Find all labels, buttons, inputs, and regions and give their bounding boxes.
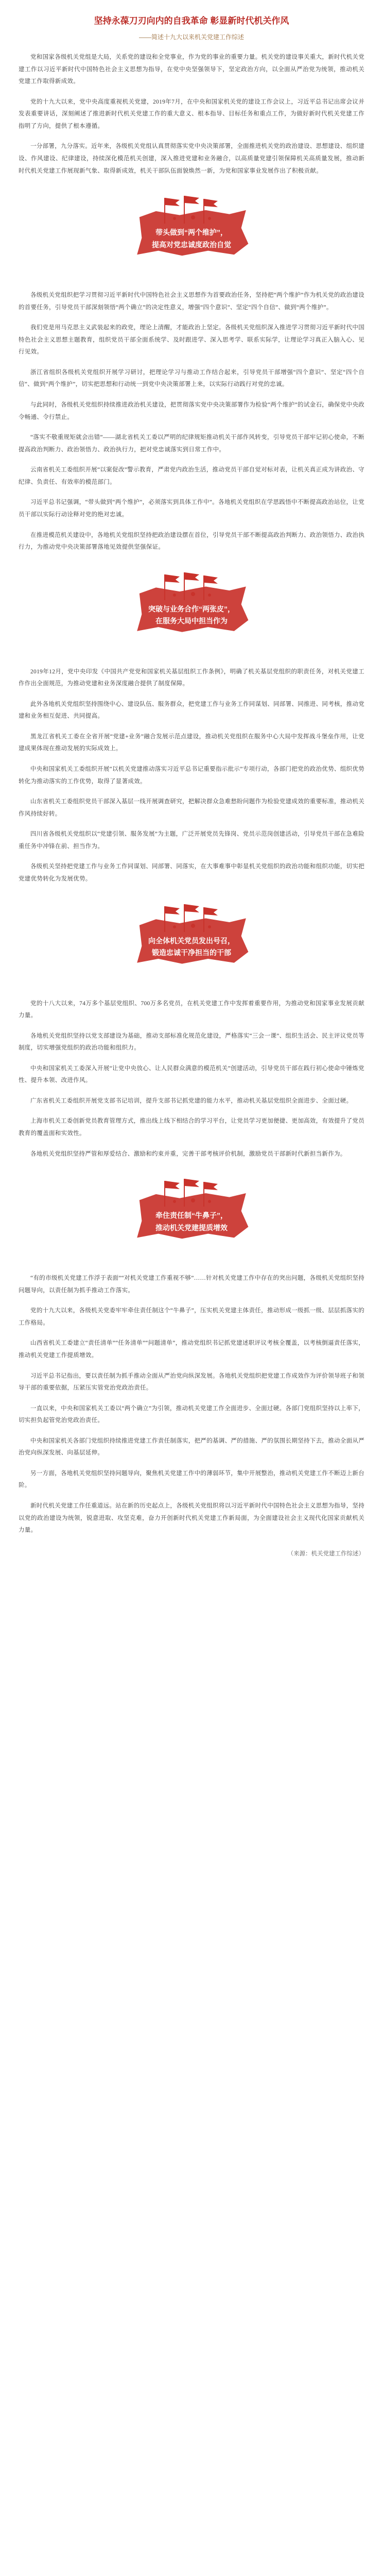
- body-paragraph: 各地机关党组织坚持以党支部建设为基础，推动支部标准化规范化建设，严格落实“三会一课”、组织生活会、民主评议党员等制度，切实增强党组织的政治功能和组织力。: [19, 1032, 364, 1052]
- section-heading-line: 牵住责任制“牛鼻子”，: [155, 1211, 228, 1220]
- section-heading: [143, 1210, 240, 1234]
- section-heading-line: 突破与业务合作“两张皮”，: [148, 604, 235, 613]
- body-paragraph: 2019年12月，党中央印发《中国共产党党和国家机关基层组织工作条例》，明确了机关基层党组织的职责任务，对机关党建工作作出全面规范，为推动党建和业务深度融合提供了制度保障。: [19, 668, 364, 687]
- section-heading-line: 带头做到“两个维护”，: [155, 228, 228, 237]
- body-paragraph: 一直以来，中央和国家机关工委以“两个确立”为引领，推动机关党建工作全面进步、全面过硬。各部门党组织坚持以上率下，切实担负起管党治党政治责任。: [19, 1405, 364, 1424]
- body-paragraph: 党的十九大以来，党中央高度重视机关党建，2019年7月，在中央和国家机关党的建设工作会议上，习近平总书记出席会议并发表重要讲话，深刻阐述了推进新时代机关党建工作的重大意义、根本指导、目标任务和重点工作，为做好新时代机关党建工作指明了方向，提供了根本遵循。: [19, 98, 364, 129]
- body-paragraph: 浙江省组织各级机关党组织开展学习研讨，把理论学习与推动工作结合起来，引导党员干部增强“四个意识”、坚定“四个自信”、做到“两个维护”，切实把思想和行动统一到党中央决策部署上来，以实际行动践行对党的忠诚。: [19, 369, 364, 388]
- body-paragraph: 中央和国家机关各部门党组织持续推进党建工作责任制落实，把严的基调、严的措施、严的氛围长期坚持下去，推动全面从严治党向纵深发展、向基层延伸。: [19, 1437, 364, 1456]
- body-paragraph: 习近平总书记指出，要以责任制为抓手推动全面从严治党向纵深发展。各地机关党组织把党建工作成效作为评价领导班子和领导干部的重要依据，压紧压实管党治党政治责任。: [19, 1372, 364, 1392]
- body-paragraph: 云南省机关工委组织开展“以案促改”警示教育，严肃党内政治生活，推动党员干部自觉对标对表，让机关真正成为讲政治、守纪律、负责任、有效率的模范部门。: [19, 467, 364, 485]
- body-paragraph: 另一方面，各地机关党组织坚持问题导向，聚焦机关党建工作中的薄弱环节，集中开展整治，推动机关党建工作不断迈上新台阶。: [19, 1470, 364, 1489]
- body-paragraph: 四川省各级机关党组织以“党建引领、服务发展”为主题，广泛开展党员先锋岗、党员示范岗创建活动，引导党员干部在急难险重任务中冲锋在前、担当作为。: [19, 831, 364, 850]
- section-heading-line: 锻造忠诚干净担当的干部: [152, 948, 231, 957]
- section-heading-banner: [132, 195, 251, 272]
- section-heading-banner: [132, 571, 251, 649]
- body-paragraph: 各地机关党组织坚持严管和厚爱结合、激励和约束并重，完善干部考核评价机制，激励党员干部新时代新担当新作为。: [30, 1150, 346, 1157]
- body-paragraph: 新时代机关党建工作任重道远。站在新的历史起点上，各级机关党组织将以习近平新时代中国特色社会主义思想为指导，坚持以党的政治建设为统领，锐意进取、攻坚克难，奋力开创新时代机关党建工作新局面，为全面建设社会主义现代化国家贡献机关力量。: [19, 1503, 364, 1534]
- body-paragraph: 山东省机关工委组织党员干部深入基层一线开展调查研究，把解决群众急难愁盼问题作为检验党建成效的重要标准，推动机关作风持续好转。: [19, 799, 364, 817]
- body-paragraph: 习近平总书记强调，“带头做到“两个维护”，必须落实到具体工作中”。各地机关党组织在学思践悟中不断提高政治站位，让党员干部以实际行动诠释对党的绝对忠诚。: [19, 499, 364, 518]
- body-paragraph: “落实不敬重规矩就会出错”——湖北省机关工委以严明的纪律规矩推动机关干部作风转变，引导党员干部牢记初心使命，不断提高政治判断力、政治领悟力、政治执行力，把对党忠诚落实到日常工作中。: [19, 434, 364, 453]
- body-paragraph: 与此同时，各级机关党组织持续推进政治机关建设，把贯彻落实党中央决策部署作为检验“两个维护”的试金石，确保党中央政令畅通、令行禁止。: [19, 402, 364, 420]
- article-body: [19, 52, 364, 1537]
- section-heading-banner: [132, 903, 251, 980]
- article-title: 坚持永葆刀刃向内的自我革命 彰显新时代机关作风: [94, 16, 289, 26]
- body-paragraph: 各级机关坚持把党建工作与业务工作同谋划、同部署、同落实，在大事难事中彰显机关党组织的政治功能和组织功能，切实把党建优势转化为发展优势。: [19, 863, 364, 882]
- body-paragraph: 我们党是用马克思主义武装起来的政党，理论上清醒，才能政治上坚定。各级机关党组织深入推进学习贯彻习近平新时代中国特色社会主义思想主题教育，组织党员干部全面系统学、及时跟进学、深入思考学、联系实际学，让理论学习真正入脑入心、见行见效。: [19, 325, 364, 355]
- body-paragraph: 此外各地机关党组织坚持围绕中心、建设队伍、服务群众，把党建工作与业务工作同谋划、同部署、同推进、同考核，推动党建和业务相互促进、共同提高。: [19, 701, 364, 720]
- body-paragraph: 山西省机关工委建立“责任清单”“任务清单”“问题清单”，推动党组织书记抓党建述职评议考核全覆盖，以考核倒逼责任落实，推动机关党建工作提质增效。: [19, 1340, 364, 1359]
- body-paragraph: 中央和国家机关工委深入开展“让党中央放心、让人民群众满意的模范机关”创建活动，引导党员干部在践行初心使命中锤炼党性、提升本领、改进作风。: [19, 1065, 364, 1084]
- section-heading: [143, 935, 240, 960]
- body-paragraph: 各级机关党组织把学习贯彻习近平新时代中国特色社会主义思想作为首要政治任务，坚持把“两个维护”作为机关党的政治建设的首要任务，引导党员干部深刻领悟“两个确立”的决定性意义，增强“四个意识”、坚定“四个自信”、做到“两个维护”。: [19, 292, 364, 311]
- body-paragraph: 广东省机关工委组织开展党支部书记培训，提升支部书记抓党建的能力水平，推动机关基层党组织全面进步、全面过硬。: [30, 1097, 353, 1104]
- section-heading-banner: [132, 1178, 251, 1255]
- body-paragraph: 党和国家各级机关党组是大局，关系党的建设和全党事业，作为党的事业的重要力量。机关党的建设事关重大，新时代机关党建工作以习近平新时代中国特色社会主义思想为指导，在党中央坚强领导下，坚定政治方向，以全面从严治党为统领，推动机关党建工作取得新成效。: [19, 54, 364, 85]
- body-paragraph: 黑龙江省机关工委在全省开展“党建+业务”融合发展示范点建设，推动机关党组织在服务中心大局中发挥战斗堡垒作用，让党建成果体现在推动发展的实际成效上。: [19, 733, 364, 752]
- body-paragraph: 上海市机关工委创新党员教育管理方式，推出线上线下相结合的学习平台，让党员学习更加便捷、更加高效，有效提升了党员教育的覆盖面和实效性。: [19, 1118, 364, 1137]
- body-paragraph: “有的市级机关党建工作浮于表面”“对机关党建工作重视不够”……针对机关党建工作中存在的突出问题，各级机关党组织坚持问题导向，以责任制为抓手推动工作落实。: [19, 1275, 364, 1294]
- body-paragraph: 党的十八大以来，74万多个基层党组织、700万多名党员，在机关党建工作中发挥着重要作用，为推动党和国家事业发展贡献力量。: [19, 1000, 364, 1019]
- article-source: （来源：机关党建工作综述）: [287, 1550, 364, 1557]
- section-heading-line: 在服务大局中担当作为: [155, 617, 228, 625]
- section-heading-line: 推动机关党建提质增效: [155, 1223, 228, 1232]
- section-heading-line: 向全体机关党员发出号召，: [148, 936, 235, 945]
- section-heading-line: 提高对党忠诚度政治自觉: [152, 240, 231, 249]
- body-paragraph: 在推进模范机关建设中，各地机关党组织坚持把政治建设摆在首位，引导党员干部不断提高政治判断力、政治领悟力、政治执行力，为推动党中央决策部署落地见效提供坚强保证。: [19, 532, 364, 551]
- section-heading: [143, 603, 240, 628]
- article-subtitle: ——简述十九大以来机关党建工作综述: [138, 33, 244, 41]
- body-paragraph: 党的十九大以来，各级机关党委牢牢牵住责任制这个“牛鼻子”，压实机关党建主体责任，推动形成一级抓一级、层层抓落实的工作格局。: [19, 1308, 364, 1326]
- section-heading: [143, 227, 240, 251]
- body-paragraph: 中央和国家机关工委组织开展“以机关党建推动落实习近平总书记重要指示批示”专项行动，各部门把党的政治优势、组织优势转化为推动落实的工作优势，取得了显著成效。: [19, 766, 364, 785]
- body-paragraph: 一分部署，九分落实。近年来，各级机关党组认真贯彻落实党中央决策部署，全面推进机关党的政治建设、思想建设、组织建设、作风建设、纪律建设，持续深化模范机关创建，深入推进党建和业务融合，以高质量党建引领保障机关高质量发展，推动新时代机关党建工作展现新气象、取得新成效，机关干部队伍面貌焕然一新，为党和国家事业发展作出了积极贡献。: [19, 143, 364, 174]
